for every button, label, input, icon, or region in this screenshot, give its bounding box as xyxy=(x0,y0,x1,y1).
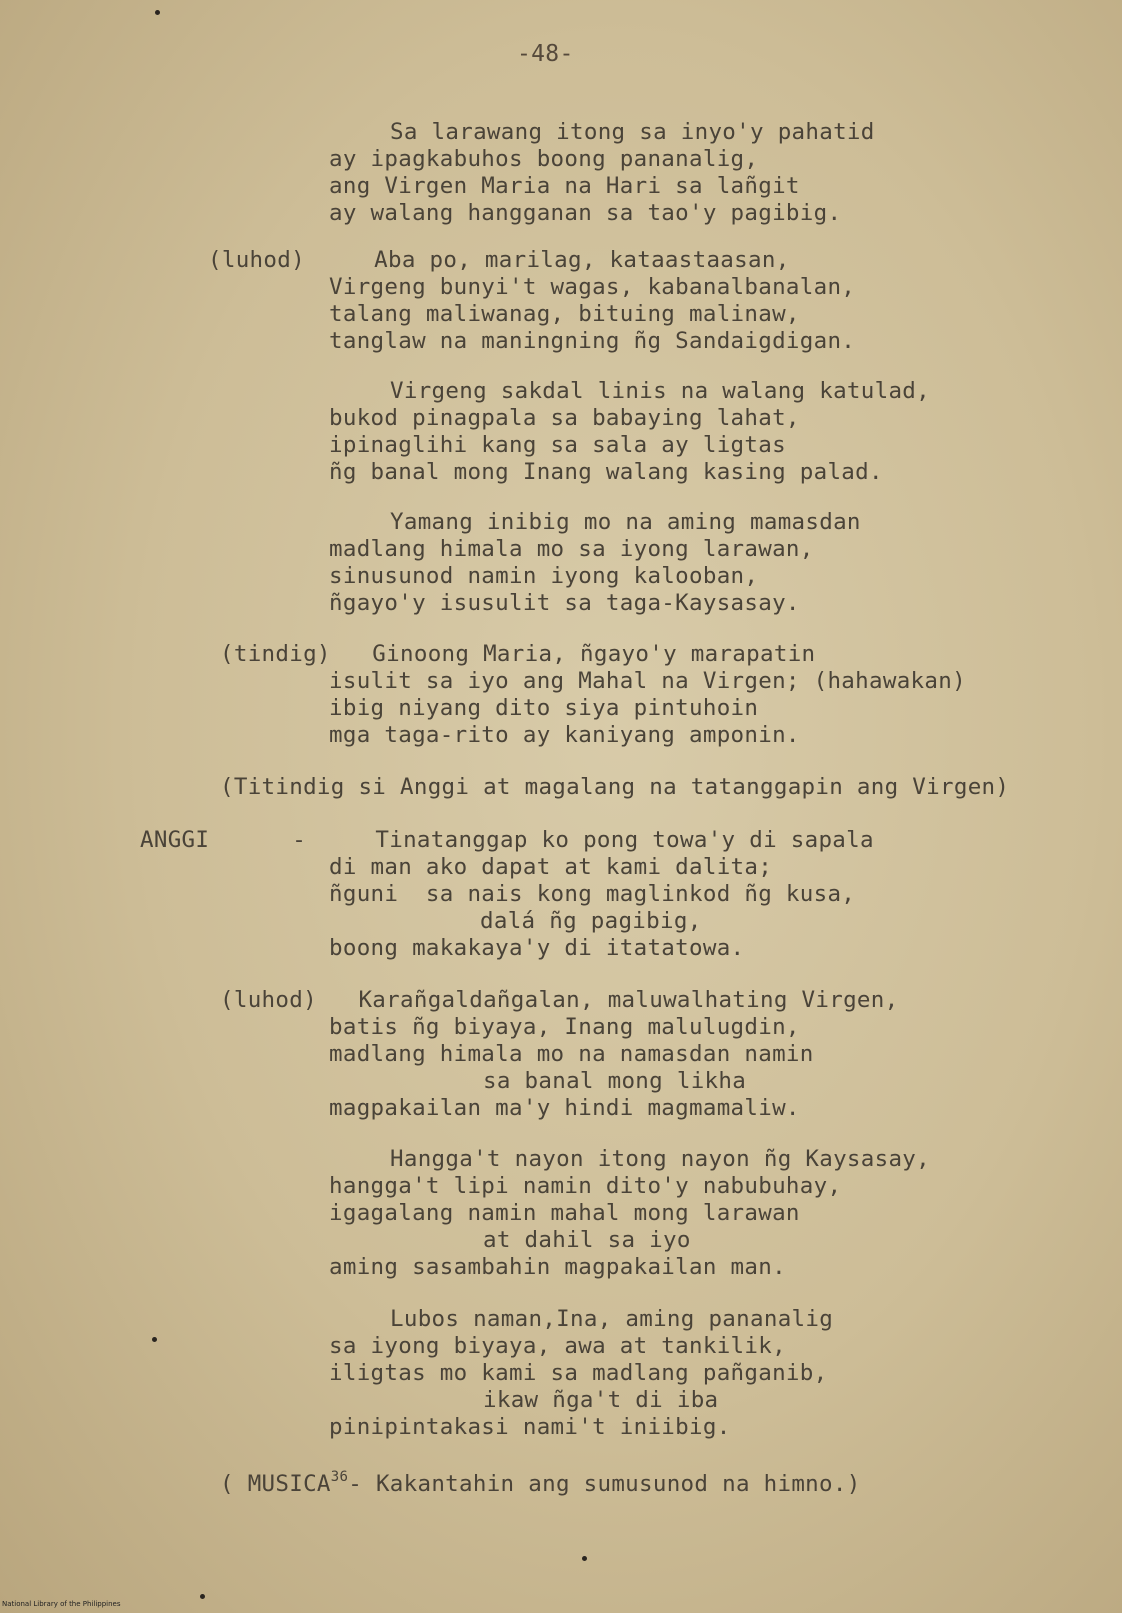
verse-line: mga taga-rito ay kaniyang amponin. xyxy=(329,722,800,748)
verse-line: sinusunod namin iyong kalooban, xyxy=(329,563,759,589)
musica-suffix: - Kakantahin ang sumusunod na himno.) xyxy=(348,1471,861,1497)
verse-line: ñg banal mong Inang walang kasing palad. xyxy=(329,459,883,485)
verse-line: (luhod) Aba po, marilag, kataastaasan, xyxy=(208,247,790,273)
verse-line: Sa larawang itong sa inyo'y pahatid xyxy=(390,119,875,145)
verse-line: ay ipagkabuhos boong pananalig, xyxy=(329,146,759,172)
verse-line: magpakailan ma'y hindi magmamaliw. xyxy=(329,1095,800,1121)
verse-line: bukod pinagpala sa babaying lahat, xyxy=(329,405,800,431)
speaker-line: ANGGI - Tinatanggap ko pong towa'y di sapala xyxy=(140,827,874,853)
verse-line: ang Virgen Maria na Hari sa lañgit xyxy=(329,173,800,199)
verse-line: tanglaw na maningning ñg Sandaigdigan. xyxy=(329,328,856,354)
verse-line: Virgeng sakdal linis na walang katulad, xyxy=(390,378,930,404)
paper-speck xyxy=(155,10,160,15)
verse-line: Virgeng bunyi't wagas, kabanalbanalan, xyxy=(329,274,856,300)
verse-line: batis ñg biyaya, Inang malulugdin, xyxy=(329,1014,800,1040)
verse-line: madlang himala mo na namasdan namin xyxy=(329,1041,814,1067)
library-credit: National Library of the Philippines xyxy=(2,1600,121,1608)
verse-line: pinipintakasi nami't iniibig. xyxy=(329,1414,731,1440)
verse-line: sa iyong biyaya, awa at tankilik, xyxy=(329,1333,786,1359)
verse-line: boong makakaya'y di itatatowa. xyxy=(329,935,745,961)
verse-line: ñguni sa nais kong maglinkod ñg kusa, xyxy=(329,881,856,907)
verse-line: isulit sa iyo ang Mahal na Virgen; (hahawakan) xyxy=(329,668,966,694)
verse-line: ipinaglihi kang sa sala ay ligtas xyxy=(329,432,786,458)
verse-line: Hangga't nayon itong nayon ñg Kaysasay, xyxy=(390,1146,930,1172)
verse-line: ibig niyang dito siya pintuhoin xyxy=(329,695,759,721)
paper-speck xyxy=(152,1337,157,1342)
verse-line: iligtas mo kami sa madlang pañganib, xyxy=(329,1360,828,1386)
musica-number: 36 xyxy=(330,1469,349,1485)
verse-line: di man ako dapat at kami dalita; xyxy=(329,854,773,880)
verse-line: (tindig) Ginoong Maria, ñgayo'y marapatin xyxy=(220,641,816,667)
verse-line: aming sasambahin magpakailan man. xyxy=(329,1254,786,1280)
verse-line: ikaw ñga't di iba xyxy=(483,1387,719,1413)
stage-direction: (Titindig si Anggi at magalang na tatanggapin ang Virgen) xyxy=(220,774,1010,800)
verse-line: Lubos naman,Ina, aming pananalig xyxy=(390,1306,834,1332)
paper-speck xyxy=(582,1556,587,1561)
verse-line: madlang himala mo sa iyong larawan, xyxy=(329,536,814,562)
paper-speck xyxy=(200,1594,205,1599)
musica-line xyxy=(220,1470,861,1501)
verse-line: at dahil sa iyo xyxy=(483,1227,691,1253)
verse-line: ñgayo'y isusulit sa taga-Kaysasay. xyxy=(329,590,800,616)
verse-line: (luhod) Karañgaldañgalan, maluwalhating Virgen, xyxy=(220,987,899,1013)
verse-line: dalá ñg pagibig, xyxy=(480,908,702,934)
verse-line: Yamang inibig mo na aming mamasdan xyxy=(390,509,861,535)
verse-line: talang maliwanag, bituing malinaw, xyxy=(329,301,800,327)
verse-line: hangga't lipi namin dito'y nabubuhay, xyxy=(329,1173,842,1199)
verse-line: igagalang namin mahal mong larawan xyxy=(329,1200,800,1226)
verse-line: sa banal mong likha xyxy=(483,1068,747,1094)
page-number: -48- xyxy=(517,41,574,67)
verse-line: ay walang hangganan sa tao'y pagibig. xyxy=(329,200,842,226)
musica-prefix: ( MUSICA xyxy=(220,1471,331,1497)
